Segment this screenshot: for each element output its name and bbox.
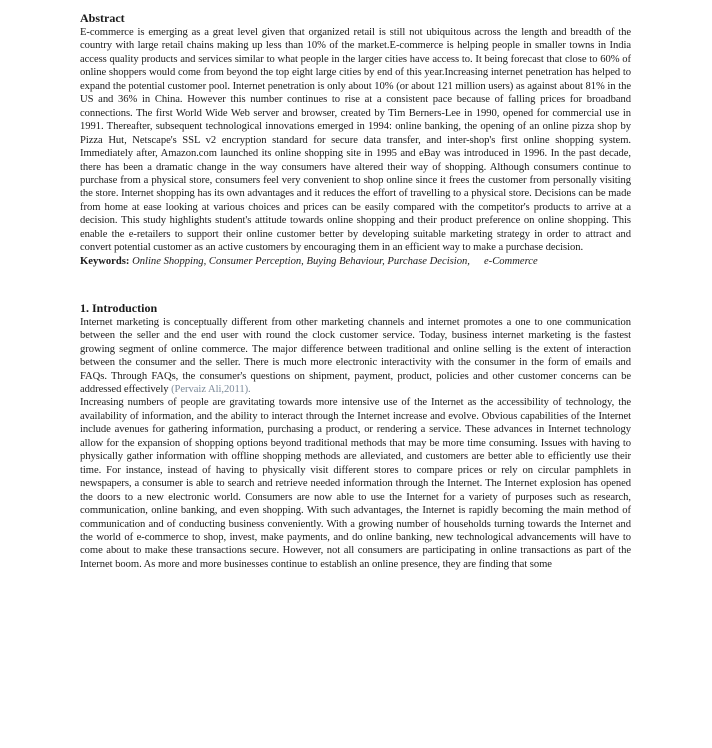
citation-link[interactable]: (Pervaiz Ali,2011). <box>171 383 251 395</box>
document-page <box>80 10 631 571</box>
keywords-label: Keywords <box>80 255 126 267</box>
introduction-paragraph-1-text: Internet marketing is conceptually different from other marketing channels and internet promotes a one to one communication between the seller and the end user with round the clock customer service. Today, business internet marketing is the fastest growing segment of online commerce. The major difference between traditional and online selling is the extent of interaction between the consumer and the seller. There is much more electronic interactivity with the consumer in the form of emails and FAQs. Through FAQs, the consumer's questions on shipment, payment, product, policies and other customer concerns can be addressed effectively <box>80 316 631 395</box>
introduction-heading: 1. Introduction <box>80 300 158 315</box>
introduction-paragraph-2: Increasing numbers of people are gravitating towards more intensive use of the Internet as the accessibility of technology, the availability of information, and the ability to interact through the Internet increase and evolve. Obvious capabilities of the Internet include avenues for gathering information, purchasing a product, or rendering a service. These advances in Internet technology allow for the expansion of shopping options beyond traditional methods that may be more time consuming. Issues with having to physically gather information with offline shopping methods are alleviated, and customers are better able to efficiently use their time. For instance, instead of having to physically visit different stores to compare prices or rely on circular pamphlets in newspapers, a consumer is able to search and retrieve needed information through the Internet. The Internet explosion has opened the doors to a new electronic world. Consumers are now able to use the Internet for a variety of purposes such as research, communication, online banking, and even shopping. With such advantages, the Internet is rapidly becoming the main method of communication and of conducting business conveniently. With a growing number of households turning towards the Internet and the world of e-commerce to shop, invest, make payments, and do online banking, new technological advancements will have to come about to make these transactions secure. However, not all consumers are participating in online transactions as part of the Internet boom. As more and more businesses continue to establish an online presence, they are finding that some <box>80 397 631 570</box>
keywords-line: Keywords: Online Shopping, Consumer Perception, Buying Behaviour, Purchase Decision, e-Commerce <box>80 255 538 267</box>
keywords-list: Online Shopping, Consumer Perception, Buying Behaviour, Purchase Decision, <box>132 255 470 267</box>
keywords-last: e-Commerce <box>483 255 538 267</box>
abstract-heading: Abstract <box>80 11 125 25</box>
introduction-paragraph-1 <box>80 316 631 397</box>
abstract-paragraph: E-commerce is emerging as a great level given that organized retail is still not ubiquitous across the length and breadth of the country with large retail chains making up less than 10% of the market.E-commerce is helping people in smaller towns in India access quality products and services similar to what people in the larger cities have access to. It being forecast that close to 60% of online shoppers would come from beyond the top eight large cities by end of this year.Increasing internet penetration has helped to expand the potential customer pool. Internet penetration is only about 10% (or about 121 million users) as against about 81% in the US and 36% in China. However this number continues to rise at a consistent pace because of falling prices for broadband connections. The first World Wide Web server and browser, created by Tim Berners-Lee in 1990, opened for commercial use in 1991. Thereafter, subsequent technological innovations emerged in 1994: online banking, the opening of an online pizza shop by Pizza Hut, Netscape's SSL v2 encryption standard for secure data transfer, and inter-shop's first online shopping system. Immediately after, Amazon.com launched its online shopping site in 1995 and eBay was introduced in 1996. In the past decade, there has been a dramatic change in the way consumers have altered their way of shopping. Although consumers continue to purchase from a physical store, consumers feel very convenient to shop online since it frees the customer from personally visiting the store. Internet shopping has its own advantages and it reduces the effort of travelling to a physical store. Decisions can be made from home at ease looking at various choices and prices can be easily compared with the competitor's products to arrive at a decision. This study highlights student's attitude towards online shopping and their product preference on online shopping. This enable the e-retailers to support their online customer better by developing suitable marketing strategy in order to attract and convert potential customer as an active customers by encouraging them in an efficient way to make a purchase decision. <box>80 27 631 254</box>
